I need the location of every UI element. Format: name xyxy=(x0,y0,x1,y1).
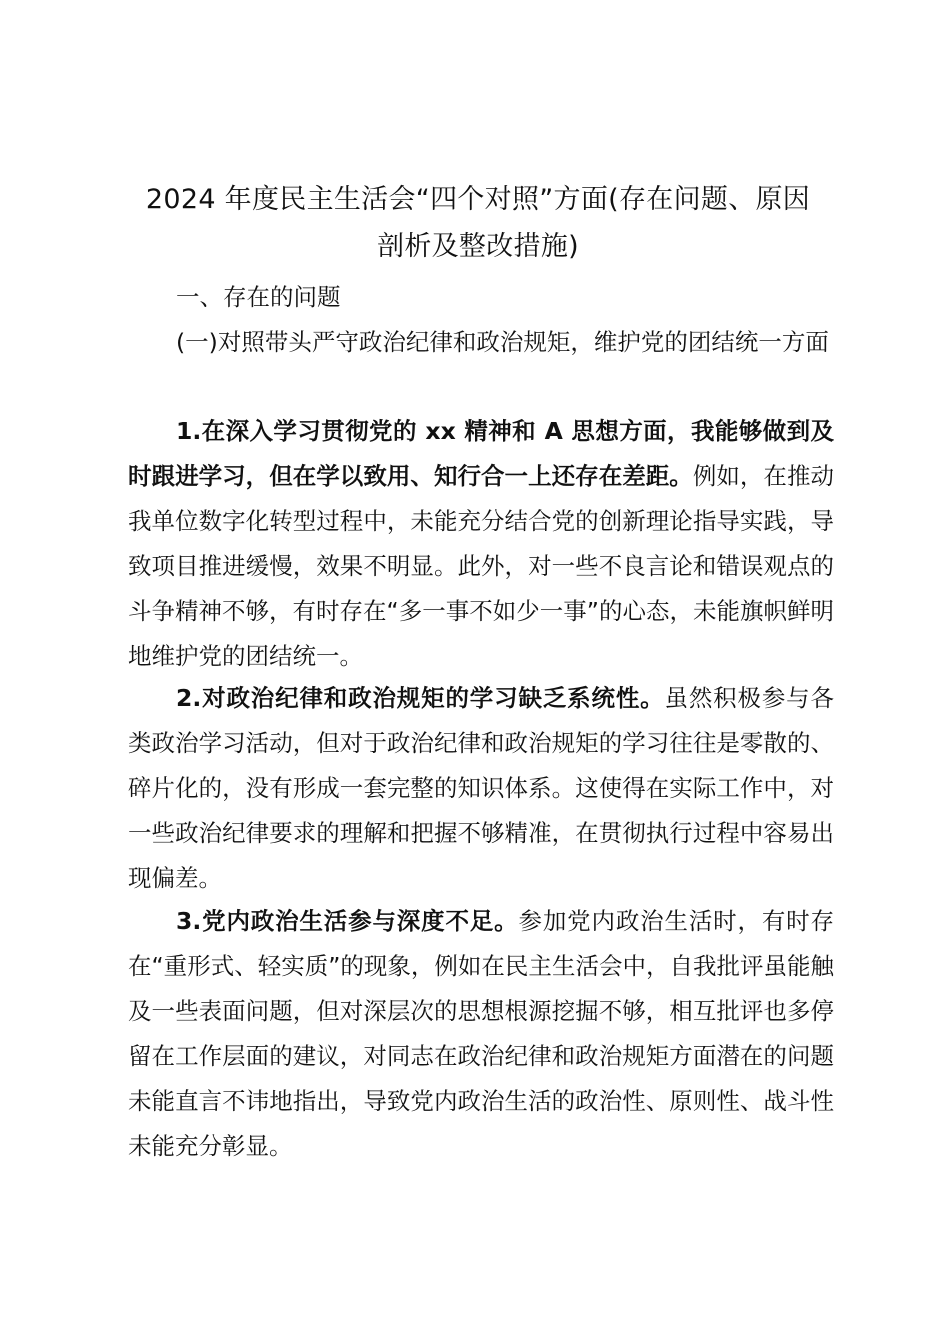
paragraph-item-3-lead: 3.党内政治生活参与深度不足。 xyxy=(176,907,519,935)
paragraph-item-1-lead: 1.在深入学习贯彻党的 xx 精神和 A 思想方面，我能够做到及时跟进学习，但在学以致用、知行合一上还存在差距。 xyxy=(128,417,834,490)
paragraph-item-1 xyxy=(128,409,834,679)
section-heading: 一、存在的问题 xyxy=(176,283,341,311)
title-line-2: 剖析及整改措施) xyxy=(377,231,579,262)
paragraph-item-3 xyxy=(128,899,834,1169)
paragraph-item-1-body: 例如，在推动我单位数字化转型过程中，未能充分结合党的创新理论指导实践，导致项目推进缓慢，效果不明显。此外，对一些不良言论和错误观点的斗争精神不够，有时存在“多一事不如少一事”的心态，未能旗帜鲜明地维护党的团结统一。 xyxy=(128,462,835,670)
paragraph-item-2-body: 虽然积极参与各类政治学习活动，但对于政治纪律和政治规矩的学习往往是零散的、碎片化的，没有形成一套完整的知识体系。这使得在实际工作中，对一些政治纪律要求的理解和把握不够精准，在贯彻执行过程中容易出现偏差。 xyxy=(128,684,835,892)
document-title xyxy=(128,176,828,270)
paragraph-item-2-lead: 2.对政治纪律和政治规矩的学习缺乏系统性。 xyxy=(176,684,665,712)
paragraph-item-2 xyxy=(128,676,834,901)
paragraph-item-3-body: 参加党内政治生活时，有时存在“重形式、轻实质”的现象，例如在民主生活会中，自我批评虽能触及一些表面问题，但对深层次的思想根源挖掘不够，相互批评也多停留在工作层面的建议，对同志在政治纪律和政治规矩方面潜在的问题未能直言不讳地指出，导致党内政治生活的政治性、原则性、战斗性未能充分彰显。 xyxy=(128,907,835,1160)
title-line-1: 2024 年度民主生活会“四个对照”方面(存在问题、原因 xyxy=(145,184,811,215)
subsection-heading: (一)对照带头严守政治纪律和政治规矩，维护党的团结统一方面 xyxy=(176,328,829,356)
